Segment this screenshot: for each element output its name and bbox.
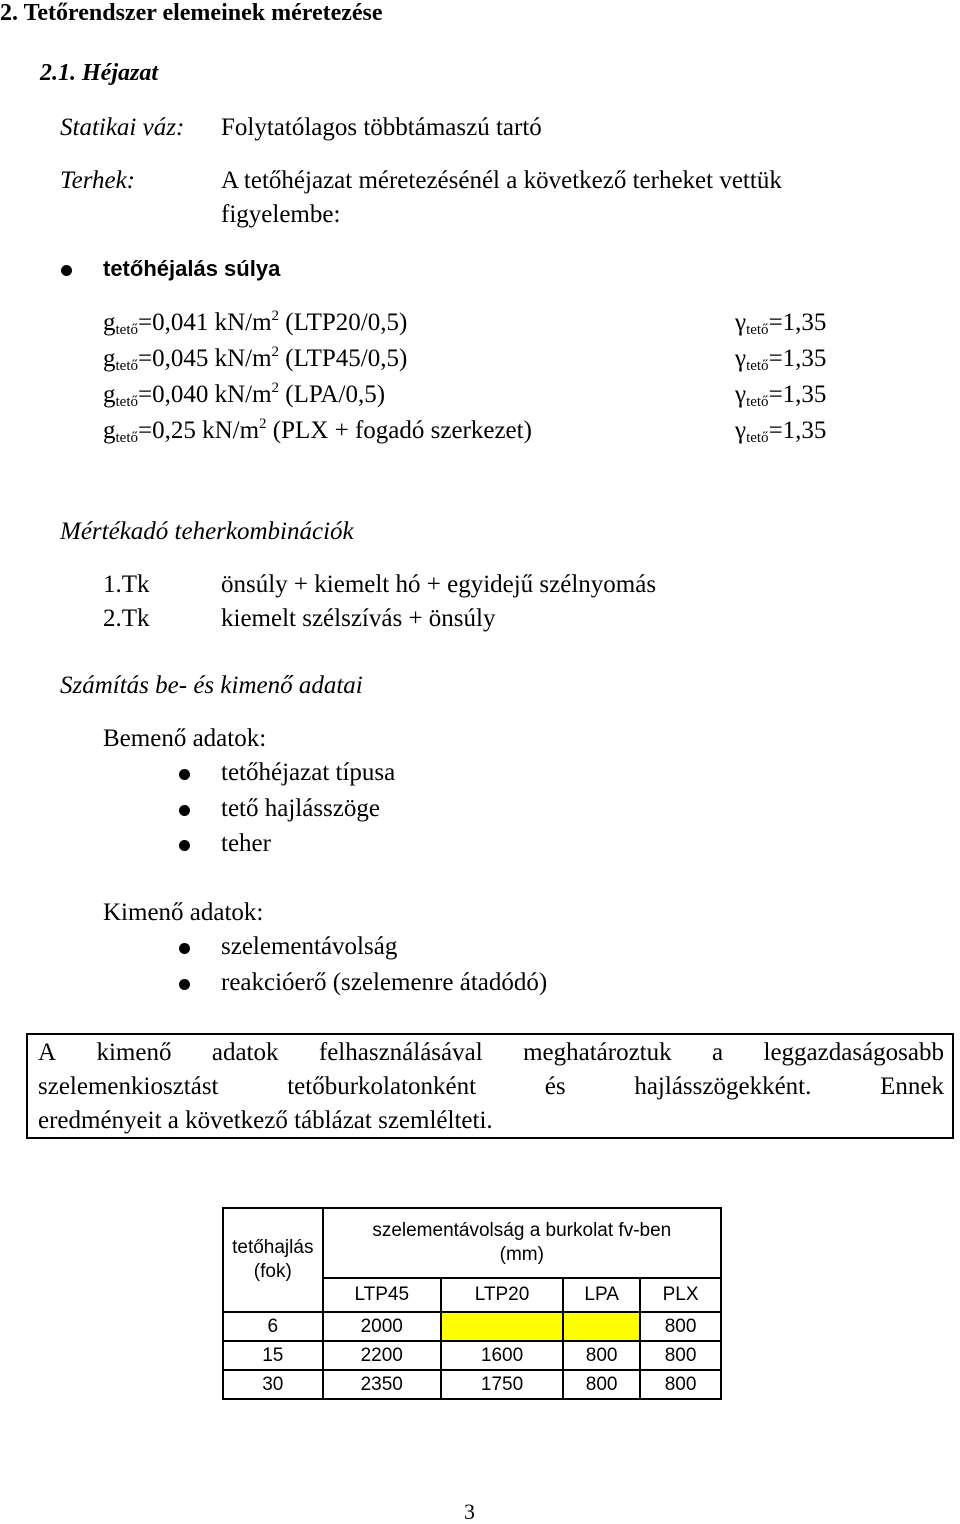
table-row (223, 1312, 721, 1341)
output-label: Kimenő adatok: (103, 899, 264, 926)
combo-label: 2.Tk (103, 605, 150, 632)
table-cell: 800 (640, 1341, 721, 1370)
bullet-icon (179, 840, 190, 851)
load-line: $g_{tető}=0,040$ $kN/m^2$ (LPA/0,5) (103, 380, 386, 410)
statikai-value: Folytatólagos többtámaszú tartó (221, 114, 542, 141)
table-cell: 2000 (323, 1312, 441, 1341)
note-line-1: A kimenő adatok felhasználásával meghatároztuk a leggazdaságosabb (38, 1039, 944, 1066)
gamma-factor: $\gamma_{tető}=1,35$ (735, 381, 827, 410)
col-header-plx: PLX (640, 1278, 721, 1312)
load-line: $g_{tető}=0,041$ $kN/m^2$ (LTP20/0,5) (103, 308, 408, 338)
highlighted-cell (563, 1312, 640, 1341)
output-item: szelementávolság (221, 933, 398, 960)
gamma-factor: $\gamma_{tető}=1,35$ (735, 417, 827, 446)
result-note-box (26, 1033, 954, 1139)
group-header: szelementávolság a burkolat fv-ben (mm) (323, 1208, 721, 1278)
table-cell: 30 (223, 1370, 323, 1399)
col-header-angle: tetőhajlás (fok) (223, 1208, 323, 1312)
bullet-icon (179, 979, 190, 990)
terhek-line-2: figyelembe: (221, 201, 341, 228)
table-cell: 1600 (441, 1341, 563, 1370)
bullet-icon (179, 769, 190, 780)
combo-label: 1.Tk (103, 571, 150, 598)
table-cell: 6 (223, 1312, 323, 1341)
bullet-icon (61, 265, 72, 276)
load-line: $g_{tető}=0,25$ $kN/m^2$ (PLX + fogadó szerkezet) (103, 416, 532, 446)
highlighted-cell (441, 1312, 563, 1341)
combo-text: kiemelt szélszívás + önsúly (221, 605, 496, 632)
table-row (223, 1370, 721, 1399)
bullet-icon (179, 805, 190, 816)
bullet-icon (179, 943, 190, 954)
output-item: reakcióerő (szelemenre átadódó) (221, 969, 548, 996)
io-title: Számítás be- és kimenő adatai (60, 672, 363, 699)
combinations-title: Mértékadó teherkombinációk (60, 518, 354, 545)
input-item: tető hajlásszöge (221, 795, 380, 822)
table-row (223, 1341, 721, 1370)
weight-heading: tetőhéjalás súlya (103, 256, 281, 281)
terhek-label: Terhek: (60, 167, 135, 194)
note-line-3: eredményeit a következő táblázat szemlélteti. (38, 1107, 493, 1134)
input-item: tetőhéjazat típusa (221, 759, 396, 786)
col-header-lpa: LPA (563, 1278, 640, 1312)
section-heading: 2. Tetőrendszer elemeinek méretezése (0, 0, 383, 26)
col-header-ltp20: LTP20 (441, 1278, 563, 1312)
input-label: Bemenő adatok: (103, 725, 267, 752)
table-cell: 800 (563, 1370, 640, 1399)
table-cell: 1750 (441, 1370, 563, 1399)
table-cell: 2350 (323, 1370, 441, 1399)
table-cell: 15 (223, 1341, 323, 1370)
terhek-line-1: A tetőhéjazat méretezésénél a következő terheket vettük (221, 167, 782, 194)
gamma-factor: $\gamma_{tető}=1,35$ (735, 309, 827, 338)
page-number: 3 (464, 1499, 475, 1524)
table-cell: 800 (640, 1312, 721, 1341)
purlin-spacing-table (222, 1207, 722, 1400)
load-line: $g_{tető}=0,045$ $kN/m^2$ (LTP45/0,5) (103, 344, 408, 374)
table-cell: 2200 (323, 1341, 441, 1370)
note-line-2: szelemenkiosztást tetőburkolatonként és hajlásszögekként. Ennek (38, 1073, 944, 1100)
gamma-factor: $\gamma_{tető}=1,35$ (735, 345, 827, 374)
combo-text: önsúly + kiemelt hó + egyidejű szélnyomás (221, 571, 657, 598)
table-cell: 800 (640, 1370, 721, 1399)
input-item: teher (221, 830, 271, 857)
statikai-label: Statikai váz: (60, 114, 185, 141)
table-cell: 800 (563, 1341, 640, 1370)
col-header-ltp45: LTP45 (323, 1278, 441, 1312)
subsection-heading: 2.1. Héjazat (40, 60, 158, 86)
